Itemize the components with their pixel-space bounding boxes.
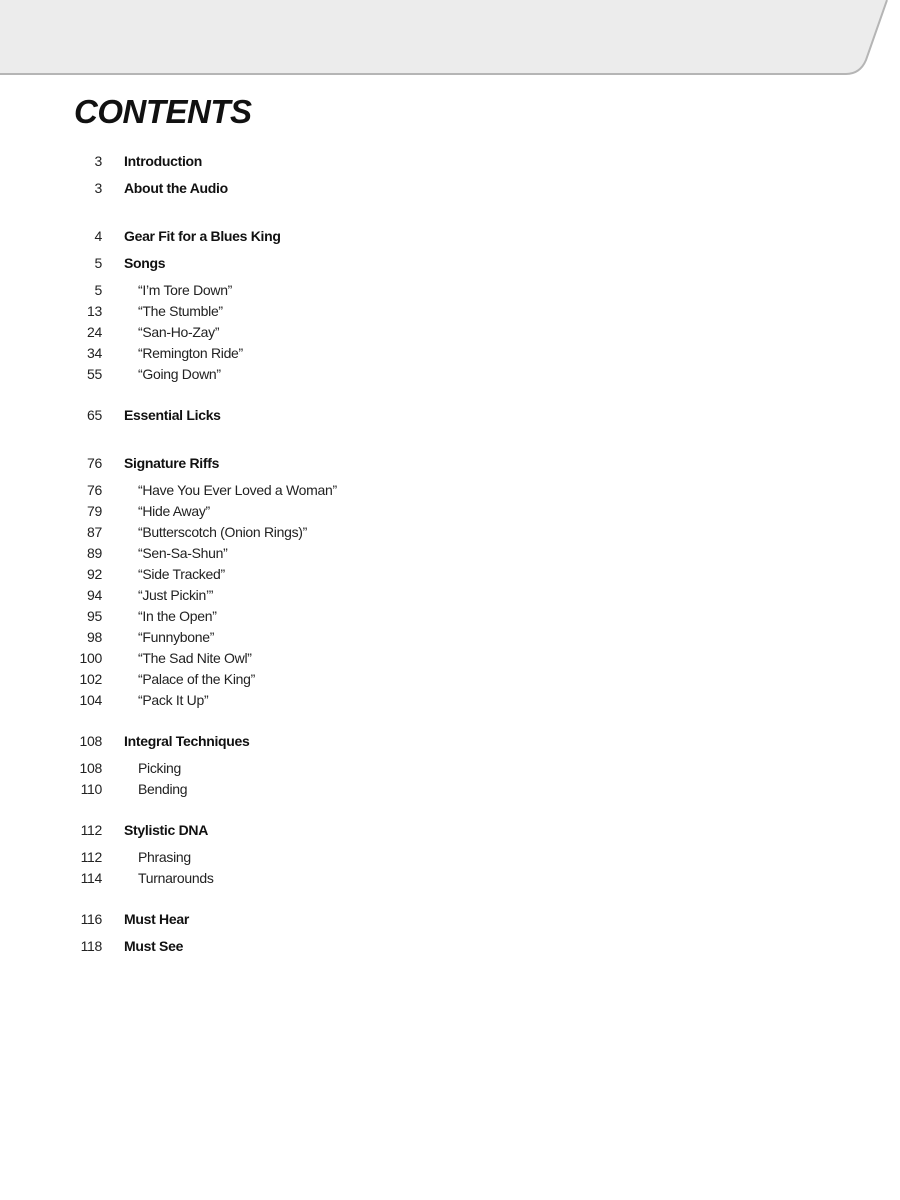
toc-page-number: 112 [80,849,102,865]
toc-entry-label: Songs [124,255,166,271]
toc-page-number: 110 [80,781,102,797]
toc-subentry [0,280,600,300]
toc-entry-label: “Funnybone” [138,629,215,645]
toc-section-entry [0,453,600,473]
toc-entry-label: “Butterscotch (Onion Rings)” [138,524,307,540]
toc-page-number: 102 [79,671,102,687]
toc-page-number: 114 [80,870,102,886]
toc-page-number: 89 [87,545,102,561]
toc-page-number: 76 [87,482,102,498]
toc-subentry [0,669,600,689]
toc-subentry [0,779,600,799]
toc-page-number: 13 [87,303,102,319]
toc-section-entry [0,909,600,929]
toc-section-entry [0,178,600,198]
toc-page-number: 112 [80,822,102,838]
toc-page-number: 5 [94,255,102,271]
toc-page-number: 87 [87,524,102,540]
toc-entry-label: “San-Ho-Zay” [138,324,220,340]
toc-page-number: 65 [87,407,102,423]
toc-entry-label: Bending [138,781,188,797]
toc-page-number: 24 [87,324,102,340]
toc-subentry [0,627,600,647]
toc-section-entry [0,253,600,273]
toc-page-number: 79 [87,503,102,519]
toc-section-entry [0,820,600,840]
toc-section-entry [0,405,600,425]
toc-entry-label: “Have You Ever Loved a Woman” [138,482,337,498]
toc-subentry [0,606,600,626]
toc-entry-label: “Side Tracked” [138,566,225,582]
toc-subentry [0,868,600,888]
toc-page-number: 76 [87,455,102,471]
toc-page-number: 108 [79,760,102,776]
toc-page-number: 55 [87,366,102,382]
toc-subentry [0,322,600,342]
toc-subentry [0,648,600,668]
toc-page-number: 98 [87,629,102,645]
toc-entry-label: Picking [138,760,182,776]
toc-entry-label: “The Sad Nite Owl” [138,650,252,666]
toc-entry-label: Gear Fit for a Blues King [124,228,281,244]
toc-subentry [0,564,600,584]
toc-entry-label: Signature Riffs [124,455,220,471]
toc-entry-label: Turnarounds [138,870,214,886]
toc-page-number: 5 [94,282,102,298]
toc-subentry [0,585,600,605]
toc-entry-label: “Going Down” [138,366,221,382]
toc-entry-label: “Just Pickin’” [138,587,214,603]
toc-entry-label: Essential Licks [124,407,221,423]
toc-entry-label: Introduction [124,153,203,169]
toc-entry-label: About the Audio [124,180,228,196]
toc-subentry [0,480,600,500]
toc-subentry [0,690,600,710]
toc-page-number: 3 [94,180,102,196]
toc-page-number: 100 [79,650,102,666]
toc-section-entry [0,151,600,171]
toc-page-number: 92 [87,566,102,582]
toc-subentry [0,364,600,384]
toc-subentry [0,301,600,321]
toc-entry-label: “The Stumble” [138,303,223,319]
toc-subentry [0,543,600,563]
toc-entry-label: Stylistic DNA [124,822,209,838]
toc-page-number: 3 [94,153,102,169]
toc-subentry [0,522,600,542]
toc-entry-label: “I’m Tore Down” [138,282,233,298]
toc-subentry [0,501,600,521]
toc-page-number: 116 [80,911,102,927]
toc-entry-label: “Palace of the King” [138,671,255,687]
toc-entry-label: “Pack It Up” [138,692,209,708]
toc-subentry [0,847,600,867]
toc-subentry [0,758,600,778]
toc-subentry [0,343,600,363]
toc-page-number: 95 [87,608,102,624]
toc-entry-label: “In the Open” [138,608,217,624]
toc-section-entry [0,936,600,956]
toc-entry-label: Integral Techniques [124,733,250,749]
toc-entry-label: Phrasing [138,849,191,865]
toc-page-number: 104 [79,692,102,708]
toc-page-number: 34 [87,345,102,361]
toc-entry-label: “Remington Ride” [138,345,243,361]
toc-entry-label: Must Hear [124,911,189,927]
toc-page-number: 118 [80,938,102,954]
toc-section-entry [0,731,600,751]
toc-entry-label: Must See [124,938,184,954]
page-title: CONTENTS [74,93,252,130]
toc-page-number: 4 [94,228,102,244]
toc-entry-label: “Sen-Sa-Shun” [138,545,228,561]
toc-page-number: 94 [87,587,102,603]
toc-section-entry [0,226,600,246]
toc-entry-label: “Hide Away” [138,503,210,519]
toc-page-number: 108 [79,733,102,749]
